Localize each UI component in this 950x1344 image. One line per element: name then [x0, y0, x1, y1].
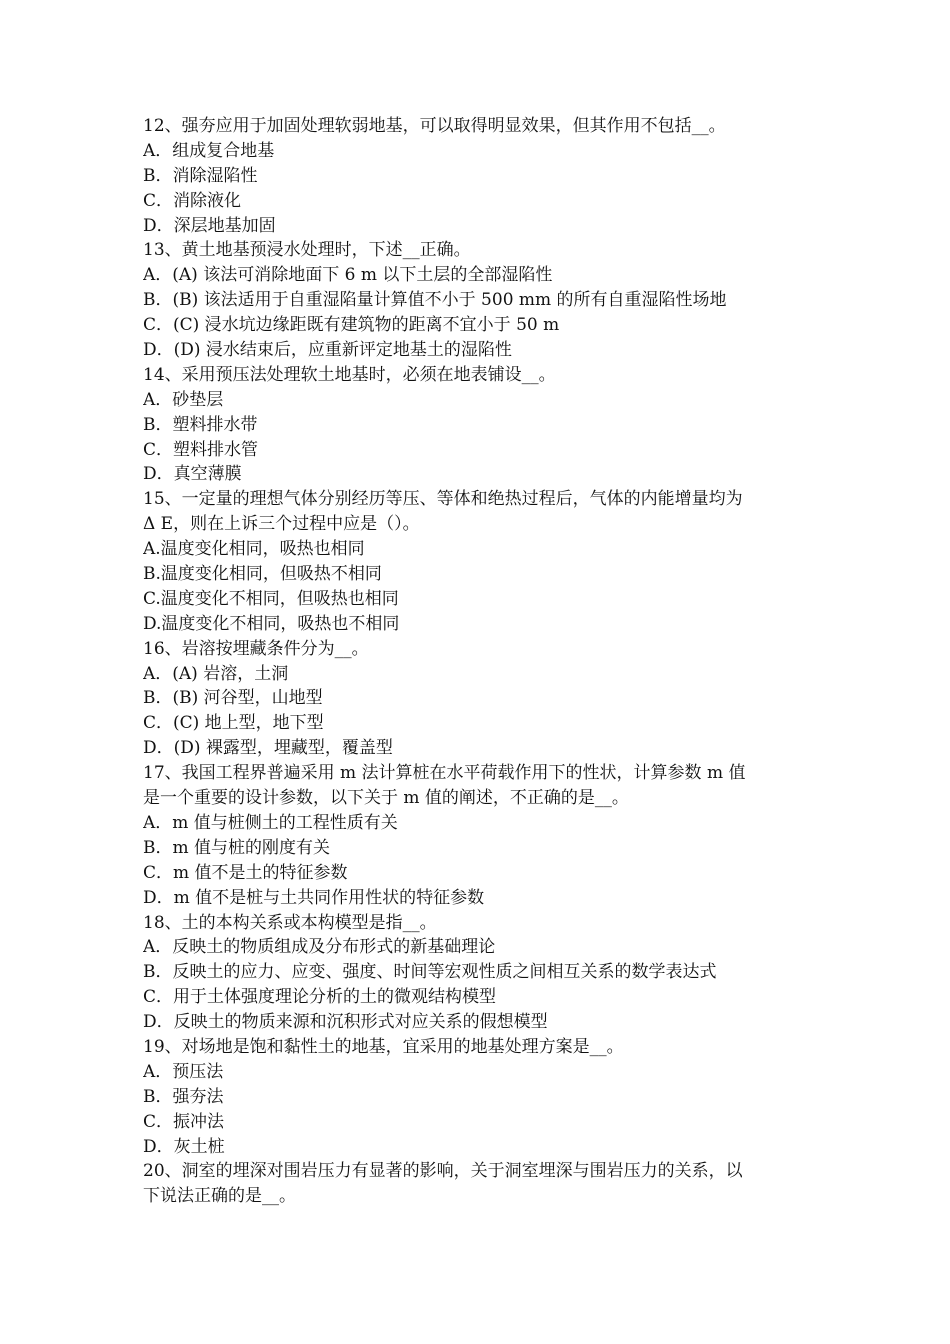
q17-option-d: D．m 值不是桩与土共同作用性状的特征参数 [143, 887, 485, 908]
q15-option-c: C.温度变化不相同，但吸热也相同 [143, 588, 399, 609]
q17-stem-line1: 17、我国工程界普遍采用 m 法计算桩在水平荷载作用下的性状，计算参数 m 值 [143, 763, 746, 784]
q15-option-d: D.温度变化不相同，吸热也不相同 [143, 613, 400, 634]
q18-option-a: A．反映土的物质组成及分布形式的新基础理论 [143, 937, 496, 958]
q12-option-c: C．消除液化 [143, 190, 242, 211]
q13-stem: 13、黄土地基预浸水处理时，下述__正确。 [143, 240, 471, 261]
q20-stem-line1: 20、洞室的埋深对围岩压力有显著的影响，关于洞室埋深与围岩压力的关系，以 [143, 1161, 743, 1182]
q14-option-d: D．真空薄膜 [143, 464, 242, 485]
q15-stem-line2: Δ E，则在上诉三个过程中应是（）。 [143, 514, 420, 535]
q12-option-d: D．深层地基加固 [143, 215, 276, 236]
q18-option-d: D．反映土的物质来源和沉积形式对应关系的假想模型 [143, 1012, 548, 1033]
q13-option-c: C．(C) 浸水坑边缘距既有建筑物的距离不宜小于 50 m [143, 315, 560, 336]
q14-option-c: C．塑料排水管 [143, 439, 259, 460]
q17-stem-line2: 是一个重要的设计参数，以下关于 m 值的阐述，不正确的是__。 [143, 788, 629, 809]
document-page [143, 114, 823, 1209]
q18-option-b: B．反映土的应力、应变、强度、时间等宏观性质之间相互关系的数学表达式 [143, 962, 717, 983]
q13-option-a: A．(A) 该法可消除地面下 6 m 以下土层的全部湿陷性 [143, 265, 553, 286]
q19-option-c: C．振冲法 [143, 1111, 225, 1132]
q19-option-d: D．灰土桩 [143, 1136, 225, 1157]
q16-option-b: B．(B) 河谷型，山地型 [143, 688, 323, 709]
q17-option-a: A．m 值与桩侧土的工程性质有关 [143, 812, 398, 833]
q15-stem-line1: 15、一定量的理想气体分别经历等压、等体和绝热过程后，气体的内能增量均为 [143, 489, 743, 510]
q13-option-d: D．(D) 浸水结束后，应重新评定地基土的湿陷性 [143, 340, 512, 361]
q18-stem: 18、土的本构关系或本构模型是指__。 [143, 912, 437, 933]
q12-option-b: B．消除湿陷性 [143, 165, 258, 186]
q12-option-a: A．组成复合地基 [143, 140, 275, 161]
q20-stem-line2: 下说法正确的是__。 [143, 1186, 296, 1207]
q16-option-c: C．(C) 地上型，地下型 [143, 713, 324, 734]
q17-option-c: C．m 值不是土的特征参数 [143, 862, 348, 883]
q18-option-c: C．用于土体强度理论分析的土的微观结构模型 [143, 987, 497, 1008]
q13-option-b: B．(B) 该法适用于自重湿陷量计算值不小于 500 mm 的所有自重湿陷性场地 [143, 290, 727, 311]
q16-stem: 16、岩溶按埋藏条件分为__。 [143, 638, 369, 659]
q16-option-d: D．(D) 裸露型，埋藏型，覆盖型 [143, 738, 393, 759]
q14-option-a: A．砂垫层 [143, 389, 224, 410]
q16-option-a: A．(A) 岩溶，土洞 [143, 663, 289, 684]
q12-stem: 12、强夯应用于加固处理软弱地基，可以取得明显效果，但其作用不包括__。 [143, 116, 726, 136]
q15-option-b: B.温度变化相同，但吸热不相同 [143, 564, 382, 585]
q19-stem: 19、对场地是饱和黏性土的地基，宜采用的地基处理方案是__。 [143, 1036, 624, 1057]
q15-option-a: A.温度变化相同，吸热也相同 [143, 539, 365, 560]
q14-option-b: B．塑料排水带 [143, 414, 258, 435]
q17-option-b: B．m 值与桩的刚度有关 [143, 837, 331, 858]
q19-option-b: B．强夯法 [143, 1086, 224, 1107]
q19-option-a: A．预压法 [143, 1061, 224, 1082]
q14-stem: 14、采用预压法处理软土地基时，必须在地表铺设__。 [143, 364, 556, 385]
